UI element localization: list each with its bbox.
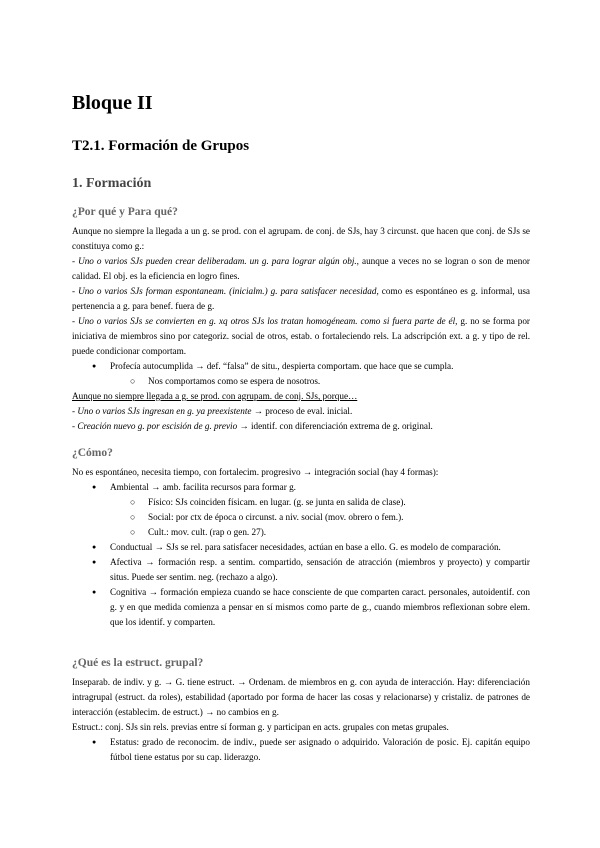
section-how (72, 447, 530, 630)
d1-rest: → proceso de eval. inicial. (251, 406, 353, 416)
sub-bullet-cult: ○ Cult.: mov. cult. (rap o gen. 27). (72, 525, 530, 540)
circumstance-3-rest: g. no se forma por iniciativa de miembros sino por categoriz. social de otros, estab. o fortaleciendo rels. La adscripción ext. a g. y tipo de rel. puede condicionar comportam. (72, 316, 530, 356)
paragraph-d1 (72, 404, 530, 419)
circumstance-1-italic: - Uno o varios SJs pueden crear deliberadam. un g. para lograr algún obj., (72, 256, 359, 266)
sub-bullet-social: ○ Social: por ctx de época o circunst. a niv. social (mov. obrero o fem.). (72, 510, 530, 525)
bullet-list-forms (72, 480, 530, 630)
bullet-ambiental: ● Ambiental → amb. facilita recursos para formar g. (72, 480, 530, 495)
subheading-why: ¿Por qué y Para qué? (72, 206, 178, 218)
bullet-prophecy: ● Profecía autocumplida → def. “falsa” de situ., despierta comportam. que hace que se cumpla. (72, 359, 530, 374)
d1-italic: - Uno o varios SJs ingresan en g. ya preexistente (72, 406, 252, 416)
underlined-line: Aunque no siempre llegada a g. se prod. con agrupam. de conj. SJs, porque… (72, 391, 358, 401)
topic-title: T2.1. Formación de Grupos (72, 138, 250, 154)
section-structure (72, 657, 530, 765)
circumstance-1-rest: aunque a veces no se logran o son de menor calidad. El obj. es la eficiencia en logro fines. (72, 256, 530, 281)
circumstance-3-italic: - Uno o varios SJs se convierten en g. xq otros SJs los tratan homogéneam. como si fuera parte de él, (72, 316, 458, 326)
paragraph-structure-2: Estruct.: conj. SJs sin rels. previas entre sí forman g. y participan en acts. grupales con metas grupales. (72, 722, 449, 732)
d2-italic: - Creación nuevo g. por escisión de g. previo (72, 421, 238, 431)
sub-bullet-fisico: ○ Físico: SJs coinciden físicam. en lugar. (g. se junta en salida de clase). (72, 495, 530, 510)
sub-bullet-prophecy: ○ Nos comportamos como se espera de nosotros. (72, 374, 530, 389)
paragraph-d2 (72, 419, 530, 434)
paragraph-intro: Aunque no siempre la llegada a un g. se prod. con el agrupam. de conj. de SJs, hay 3 circunst. que hacen que conj. de SJs se constituya como g.: (72, 226, 530, 251)
circumstance-2-italic: - Uno o varios SJs forman espontaneam. (inicialm.) g. para satisfacer necesidad, (72, 286, 379, 296)
circumstance-2-rest: como es espontáneo es g. informal, usa pertenencia a g. para benef. fuera de g. (72, 286, 530, 311)
bullet-list-prophecy (72, 359, 530, 389)
bullet-cognitiva: ● Cognitiva → formación empieza cuando se hace consciente de que comparten caract. personales, autoidentif. con g. y en que medida comienza a pensar en sí mismos como parte de g., cuando miembros reflexionan sobre elem. que los identif. y comparten. (72, 585, 530, 630)
paragraph-circumstance-1 (72, 254, 530, 284)
d2-rest: → identif. con diferenciación extrema de g. original. (237, 421, 433, 431)
subheading-structure: ¿Qué es la estruct. grupal? (72, 657, 204, 669)
section-title: 1. Formación (72, 176, 152, 191)
subheading-how: ¿Cómo? (72, 447, 113, 459)
section-why (72, 206, 530, 434)
bullet-conductual: ● Conductual → SJs se rel. para satisfacer necesidades, actúan en base a ello. G. es modelo de comparación. (72, 540, 530, 555)
bullet-afectiva: ● Afectiva → formación resp. a sentim. compartido, sensación de atracción (miembros y proyecto) y compartir situs. Puede ser sentim. neg. (rechazo a algo). (72, 555, 530, 585)
paragraph-circumstance-2 (72, 284, 530, 314)
paragraph-structure-1: Inseparab. de indiv. y g. → G. tiene estruct. → Ordenam. de miembros en g. con ayuda de interacción. Hay: diferenciación intragrupal (estruct. da roles), estabilidad (aportado por forma de hacer las cosas y relacionarse) y cristaliz. de patrones de interacción (establecim. de estruct.) → no cambios en g. (72, 677, 530, 717)
bullet-list-structure (72, 735, 530, 765)
block-title: Bloque II (72, 92, 153, 114)
paragraph-how-intro: No es espontáneo, necesita tiempo, con fortalecim. progresivo → integración social (hay 4 formas): (72, 467, 439, 477)
paragraph-circumstance-3 (72, 314, 530, 359)
bullet-estatus: ● Estatus: grado de reconocim. de indiv., puede ser asignado o adquirido. Valoración de posic. Ej. capitán equipo fútbol tiene estatus por su cap. liderazgo. (72, 735, 530, 765)
